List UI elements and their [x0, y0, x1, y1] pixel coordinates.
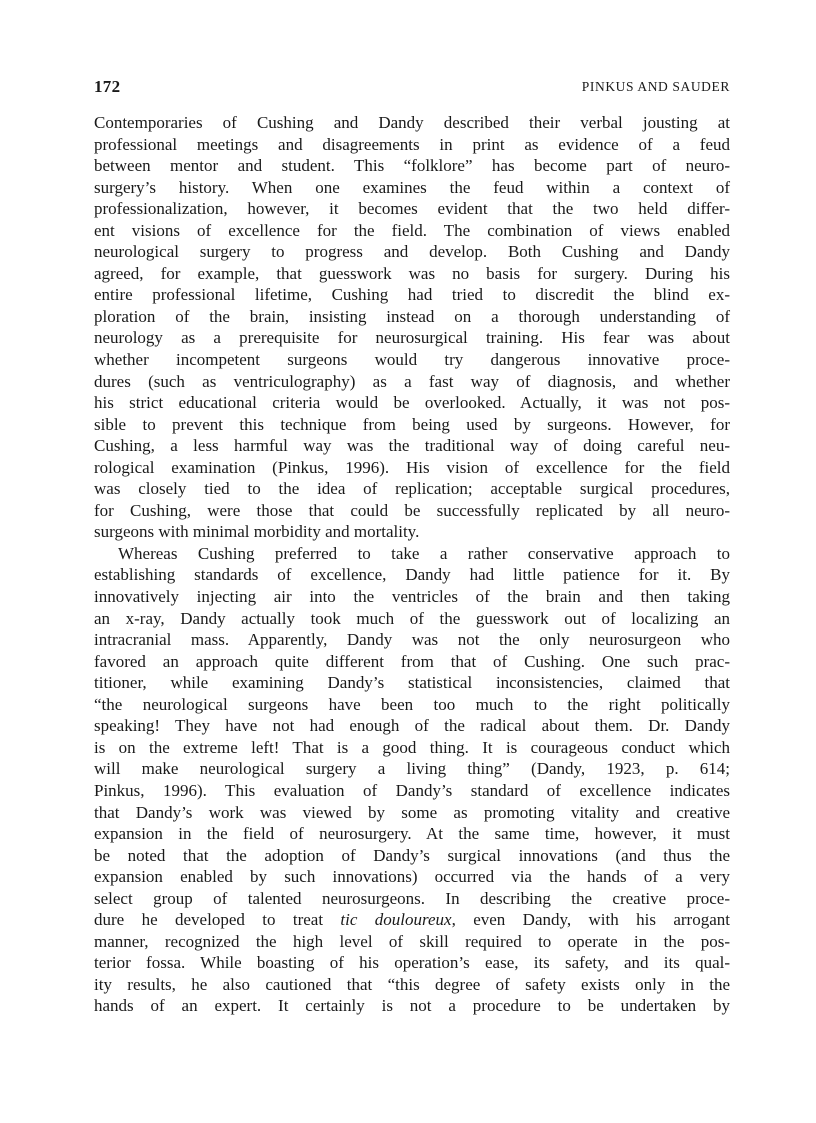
text-line: for Cushing, were those that could be successfully replicated by all neuro- [94, 500, 730, 520]
text-line: select group of talented neurosurgeons. In describing the creative proce- [94, 888, 730, 908]
text-line: professionalization, however, it becomes evident that the two held differ- [94, 199, 730, 219]
text-line: surgeons with minimal morbidity and mortality. [94, 522, 420, 542]
text-line: will make neurological surgery a living thing” (Dandy, 1923, p. 614; [94, 759, 730, 779]
text-run: , even Dandy, with his arrogant [451, 910, 730, 930]
text-line: establishing standards of excellence, Dandy had little patience for it. By [94, 565, 730, 585]
text-line: an x-ray, Dandy actually took much of the guesswork out of localizing an [94, 608, 730, 628]
page-header [94, 77, 730, 101]
text-line: dures (such as ventriculography) as a fast way of diagnosis, and whether [94, 371, 730, 391]
text-line: neurology as a prerequisite for neurosurgical training. His fear was about [94, 328, 730, 348]
text-line-mixed [94, 909, 730, 931]
text-line: innovatively injecting air into the ventricles of the brain and then taking [94, 587, 730, 607]
text-line: surgery’s history. When one examines the feud within a context of [94, 177, 730, 197]
text-line: ity results, he also cautioned that “this degree of safety exists only in the [94, 974, 730, 994]
text-line: rological examination (Pinkus, 1996). His vision of excellence for the field [94, 457, 730, 477]
text-line: ent visions of excellence for the field. The combination of views enabled [94, 220, 730, 240]
text-line: sible to prevent this technique from being used by surgeons. However, for [94, 414, 730, 434]
text-line: neurological surgery to progress and develop. Both Cushing and Dandy [94, 242, 730, 262]
italic-term: tic douloureux [340, 910, 452, 930]
text-line: whether incompetent surgeons would try dangerous innovative proce- [94, 350, 730, 370]
text-line: speaking! They have not had enough of the radical about them. Dr. Dandy [94, 716, 730, 736]
text-line: expansion in the field of neurosurgery. At the same time, however, it must [94, 824, 730, 844]
text-line: Contemporaries of Cushing and Dandy described their verbal jousting at [94, 113, 730, 132]
text-line: between mentor and student. This “folklore” has become part of neuro- [94, 156, 730, 176]
text-line: “the neurological surgeons have been too much to the right politically [94, 694, 730, 714]
text-run: dure he developed to treat [94, 910, 341, 930]
text-line: agreed, for example, that guesswork was no basis for surgery. During his [94, 263, 730, 283]
text-line: intracranial mass. Apparently, Dandy was not the only neurosurgeon who [94, 630, 730, 650]
text-line: professional meetings and disagreements in print as evidence of a feud [94, 134, 730, 154]
text-line: manner, recognized the high level of skill required to operate in the pos- [94, 931, 730, 951]
text-line: titioner, while examining Dandy’s statistical inconsistencies, claimed that [94, 673, 730, 693]
text-line: entire professional lifetime, Cushing had tried to discredit the blind ex- [94, 285, 730, 305]
running-head: PINKUS AND SAUDER [581, 79, 730, 94]
text-line: hands of an expert. It certainly is not a procedure to be undertaken by [94, 996, 730, 1016]
text-line: expansion enabled by such innovations) occurred via the hands of a very [94, 867, 730, 887]
text-line: his strict educational criteria would be overlooked. Actually, it was not pos- [94, 393, 730, 413]
text-line: favored an approach quite different from that of Cushing. One such prac- [94, 651, 730, 671]
text-line: terior fossa. While boasting of his operation’s ease, its safety, and its qual- [94, 953, 730, 973]
text-line: that Dandy’s work was viewed by some as promoting vitality and creative [94, 802, 730, 822]
text-line: Pinkus, 1996). This evaluation of Dandy’s standard of excellence indicates [94, 780, 730, 800]
text-line: Whereas Cushing preferred to take a rather conservative approach to [118, 543, 730, 563]
text-line: Cushing, a less harmful way was the traditional way of doing careful neu- [94, 436, 730, 456]
text-line: ploration of the brain, insisting instead on a thorough understanding of [94, 306, 730, 326]
page-number: 172 [94, 77, 121, 96]
text-line: be noted that the adoption of Dandy’s surgical innovations (and thus the [94, 845, 730, 865]
body-text [94, 112, 730, 1017]
text-line: was closely tied to the idea of replication; acceptable surgical procedures, [94, 479, 730, 499]
text-line: is on the extreme left! That is a good thing. It is courageous conduct which [94, 737, 730, 757]
